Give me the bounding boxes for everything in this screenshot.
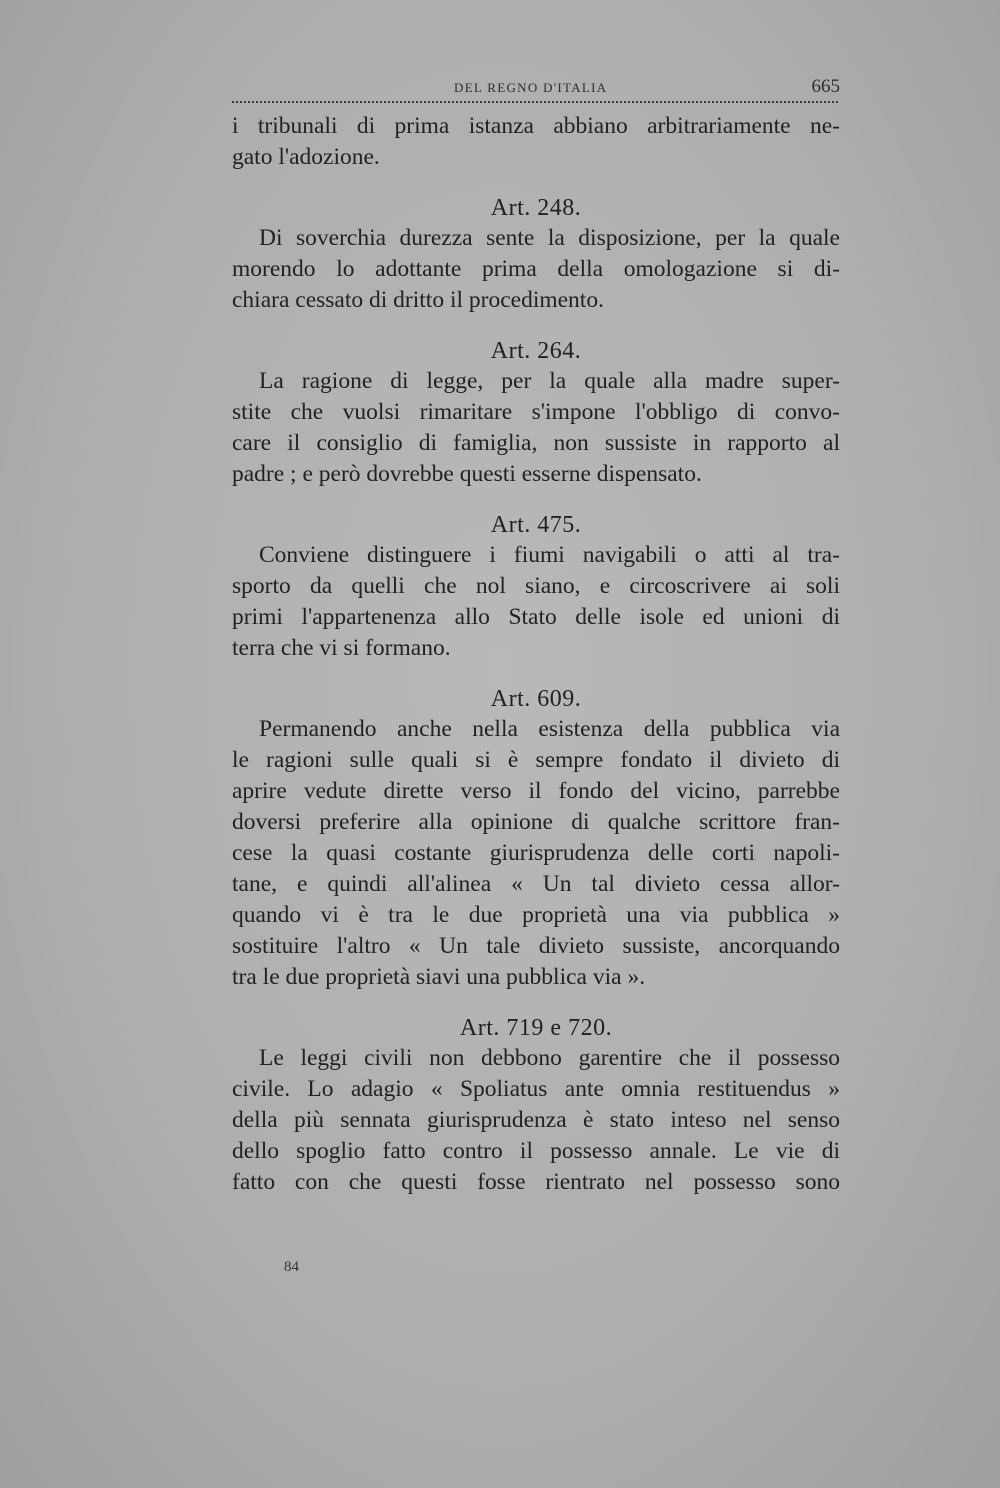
text-line: sporto da quelli che nol siano, e circoscrivere ai soli [232, 573, 840, 599]
text-line: tra le due proprietà siavi una pubblica via ». [232, 964, 646, 990]
text-line: cese la quasi costante giurisprudenza delle corti napoli- [232, 840, 840, 866]
signature-mark: 84 [284, 1259, 299, 1275]
text-line: stite che vuolsi rimaritare s'impone l'obbligo di convo- [232, 399, 840, 425]
text-line: Di soverchia durezza sente la disposizione, per la quale [259, 225, 840, 251]
text-line: gato l'adozione. [232, 144, 380, 170]
text-line: aprire vedute dirette verso il fondo del vicino, parrebbe [232, 778, 840, 804]
continuation-paragraph [232, 111, 840, 173]
text-line: quando vi è tra le due proprietà una via pubblica » [232, 902, 840, 928]
text-line: le ragioni sulle quali si è sempre fondato il divieto di [232, 747, 840, 773]
text-line: primi l'appartenenza allo Stato delle isole ed unioni di [232, 604, 840, 630]
article-section-719-720 [232, 1013, 840, 1198]
page-number: 665 [811, 76, 840, 97]
main-text [232, 111, 840, 1198]
text-line: care il consiglio di famiglia, non sussiste in rapporto al [232, 430, 840, 456]
running-title: DEL REGNO D'ITALIA [454, 80, 608, 95]
article-section-609 [232, 684, 840, 993]
text-line: Le leggi civili non debbono garentire che il possesso [259, 1045, 840, 1071]
text-line: morendo lo adottante prima della omologazione si di- [232, 256, 840, 282]
header-dotted-rule [232, 101, 838, 103]
text-line: della più sennata giurisprudenza è stato inteso nel senso [232, 1107, 840, 1133]
article-heading: Art. 248. [490, 195, 582, 221]
text-line: tane, e quindi all'alinea « Un tal divieto cessa allor- [232, 871, 840, 897]
text-line: Permanendo anche nella esistenza della pubblica via [259, 716, 840, 742]
text-line: La ragione di legge, per la quale alla madre super- [259, 368, 840, 394]
text-line: padre ; e però dovrebbe questi esserne dispensato. [232, 461, 702, 487]
text-line: Conviene distinguere i fiumi navigabili o atti al tra- [259, 542, 840, 568]
text-line: civile. Lo adagio « Spoliatus ante omnia restituendus » [232, 1076, 840, 1102]
running-head [232, 76, 840, 102]
text-line: chiara cessato di dritto il procedimento. [232, 287, 604, 313]
article-heading: Art. 719 e 720. [459, 1015, 613, 1041]
article-heading: Art. 475. [490, 512, 582, 538]
text-line: doversi preferire alla opinione di qualche scrittore fran- [232, 809, 840, 835]
text-line: sostituire l'altro « Un tale divieto sussiste, ancorquando [232, 933, 840, 959]
text-line: fatto con che questi fosse rientrato nel possesso sono [232, 1169, 840, 1195]
text-line: terra che vi si formano. [232, 635, 451, 661]
article-section-248 [232, 193, 840, 316]
article-section-264 [232, 336, 840, 490]
article-section-475 [232, 510, 840, 664]
text-line: dello spoglio fatto contro il possesso annale. Le vie di [232, 1138, 840, 1164]
text-line: i tribunali di prima istanza abbiano arbitrariamente ne- [232, 113, 840, 139]
article-heading: Art. 264. [490, 338, 582, 364]
article-heading: Art. 609. [490, 686, 582, 712]
